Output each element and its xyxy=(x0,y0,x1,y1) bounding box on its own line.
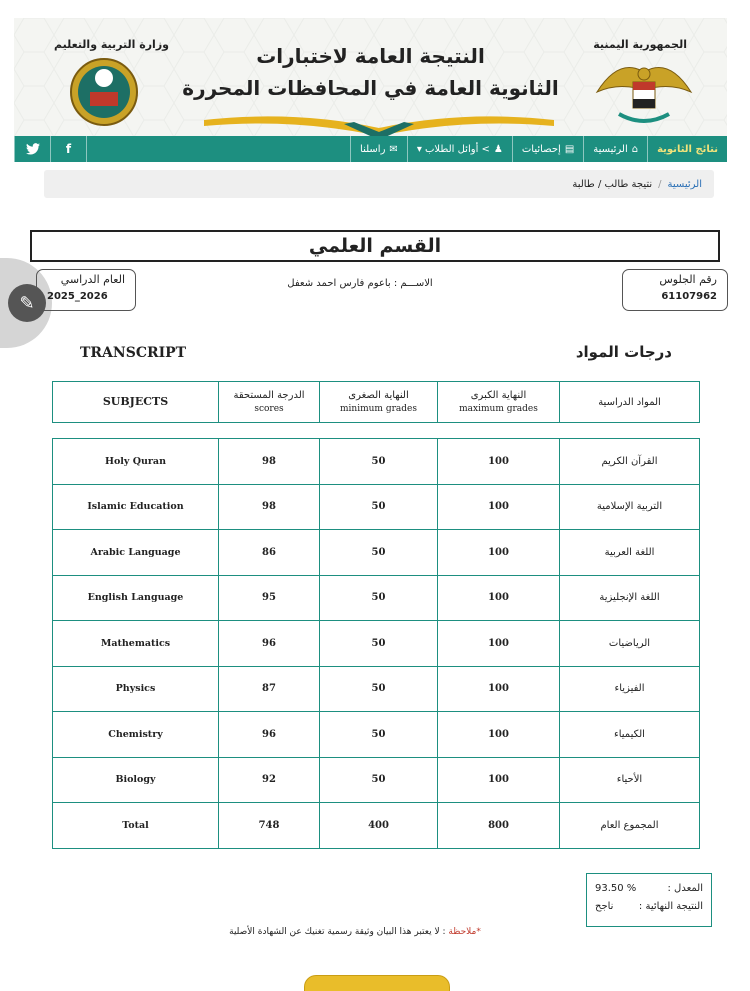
breadcrumb xyxy=(44,170,714,198)
seat-number-box xyxy=(622,269,728,311)
final-result-label: النتيجة النهائية : xyxy=(638,901,703,912)
grades-table-header xyxy=(52,381,700,423)
table-row xyxy=(53,712,700,758)
open-book-icon xyxy=(204,110,554,136)
stats-icon: ▤ xyxy=(564,143,575,155)
subject-en-cell: Mathematics xyxy=(53,621,219,667)
max-grade-cell: 100 xyxy=(438,439,560,485)
subject-en-cell: Total xyxy=(53,803,219,849)
min-grade-cell: 50 xyxy=(320,621,438,667)
ministry-label: وزارة التربية والتعليم xyxy=(54,38,169,51)
max-grade-cell: 100 xyxy=(438,484,560,530)
breadcrumb-separator: / xyxy=(658,178,662,190)
table-row xyxy=(53,803,700,849)
note-label: *ملاحظة xyxy=(448,927,481,937)
transcript-heading: TRANSCRIPT xyxy=(80,345,187,361)
nav-item-results[interactable]: نتائج الثانوية xyxy=(647,136,727,162)
page-title-line1: النتيجة العامة لاختبارات xyxy=(256,44,485,68)
subject-en-cell: English Language xyxy=(53,575,219,621)
academic-year-box xyxy=(36,269,136,311)
min-grade-cell: 50 xyxy=(320,530,438,576)
student-name-label: الاســـم : xyxy=(393,278,433,289)
average-value: 93.50 % xyxy=(595,883,637,894)
col-subjects-ar: المواد الدراسية xyxy=(560,382,700,423)
max-grade-cell: 100 xyxy=(438,621,560,667)
site-header xyxy=(14,18,727,136)
table-row xyxy=(53,757,700,803)
home-icon: ⌂ xyxy=(631,143,639,155)
seat-number-label: رقم الجلوس xyxy=(659,273,717,286)
subject-en-cell: Islamic Education xyxy=(53,484,219,530)
republic-label: الجمهورية اليمنية xyxy=(593,38,687,51)
grades-heading: درجات المواد xyxy=(575,343,672,361)
subject-ar-cell: الكيمياء xyxy=(560,712,700,758)
disclaimer-note xyxy=(200,927,510,937)
subject-en-cell: Holy Quran xyxy=(53,439,219,485)
breadcrumb-current: نتيجة طالب / طالبة xyxy=(572,178,653,190)
subject-ar-cell: اللغة العربية xyxy=(560,530,700,576)
nav-item-home[interactable]: ⌂ الرئيسية xyxy=(583,136,647,162)
max-grade-cell: 100 xyxy=(438,757,560,803)
main-nav xyxy=(14,136,727,162)
table-row xyxy=(53,575,700,621)
score-cell: 98 xyxy=(219,484,320,530)
final-result-row xyxy=(595,898,703,916)
academic-year-label: العام الدراسي xyxy=(60,273,125,286)
score-cell: 87 xyxy=(219,666,320,712)
table-row xyxy=(53,530,700,576)
score-cell: 96 xyxy=(219,712,320,758)
col-scores: الدرجة المستحقة scores xyxy=(219,382,320,423)
subject-ar-cell: المجموع العام xyxy=(560,803,700,849)
nav-item-stats[interactable]: ▤ إحصائيات xyxy=(512,136,583,162)
seat-number-value: 61107962 xyxy=(661,291,717,302)
score-cell: 86 xyxy=(219,530,320,576)
min-grade-cell: 50 xyxy=(320,484,438,530)
final-result-box xyxy=(586,873,712,927)
subject-en-cell: Biology xyxy=(53,757,219,803)
min-grade-cell: 50 xyxy=(320,439,438,485)
facebook-icon[interactable]: f xyxy=(50,136,86,162)
col-subjects-en: SUBJECTS xyxy=(53,382,219,423)
score-cell: 92 xyxy=(219,757,320,803)
subject-ar-cell: الفيزياء xyxy=(560,666,700,712)
min-grade-cell: 50 xyxy=(320,575,438,621)
average-label: المعدل : xyxy=(667,883,703,894)
col-min: النهاية الصغرى minimum grades xyxy=(320,382,438,423)
pencil-icon: ✎ xyxy=(8,284,46,322)
col-max: النهاية الكبرى maximum grades xyxy=(438,382,560,423)
grades-table xyxy=(52,438,700,849)
max-grade-cell: 100 xyxy=(438,712,560,758)
max-grade-cell: 100 xyxy=(438,666,560,712)
subject-en-cell: Arabic Language xyxy=(53,530,219,576)
score-cell: 748 xyxy=(219,803,320,849)
subject-en-cell: Chemistry xyxy=(53,712,219,758)
table-row xyxy=(53,666,700,712)
table-row xyxy=(53,484,700,530)
subject-ar-cell: القرآن الكريم xyxy=(560,439,700,485)
student-name-value: باعوم فارس احمد شعفل xyxy=(287,278,391,289)
subject-ar-cell: التربية الإسلامية xyxy=(560,484,700,530)
subject-ar-cell: الأحياء xyxy=(560,757,700,803)
page-title-line2: الثانوية العامة في المحافظات المحررة xyxy=(182,76,559,100)
academic-year-value: 2026_2025 xyxy=(47,291,108,302)
nav-item-top-students[interactable]: ♟ > أوائل الطلاب ▾ xyxy=(407,136,512,162)
note-text: : لا يعتبر هذا البيان وثيقة رسمية تغنيك عن الشهادة الأصلية xyxy=(229,927,446,937)
breadcrumb-home-link[interactable]: الرئيسية xyxy=(667,178,702,190)
section-title: القسم العلمي xyxy=(30,230,720,262)
min-grade-cell: 50 xyxy=(320,666,438,712)
min-grade-cell: 400 xyxy=(320,803,438,849)
twitter-icon[interactable] xyxy=(14,136,50,162)
subject-en-cell: Physics xyxy=(53,666,219,712)
max-grade-cell: 100 xyxy=(438,575,560,621)
student-name-line xyxy=(200,278,520,289)
min-grade-cell: 50 xyxy=(320,757,438,803)
max-grade-cell: 100 xyxy=(438,530,560,576)
nav-item-contact[interactable]: ✉ راسلنا xyxy=(350,136,407,162)
min-grade-cell: 50 xyxy=(320,712,438,758)
score-cell: 96 xyxy=(219,621,320,667)
final-result-value: ناجح xyxy=(595,901,614,912)
top-students-icon: ♟ xyxy=(493,143,503,155)
score-cell: 95 xyxy=(219,575,320,621)
nav-spacer xyxy=(86,136,350,162)
table-row xyxy=(53,439,700,485)
subject-ar-cell: الرياضيات xyxy=(560,621,700,667)
average-row xyxy=(595,880,703,898)
subject-ar-cell: اللغة الإنجليزية xyxy=(560,575,700,621)
table-row xyxy=(53,621,700,667)
print-button[interactable] xyxy=(304,975,450,991)
max-grade-cell: 800 xyxy=(438,803,560,849)
mail-icon: ✉ xyxy=(389,143,398,155)
table-header-row xyxy=(53,382,700,423)
ministry-logo-icon xyxy=(68,56,140,128)
score-cell: 98 xyxy=(219,439,320,485)
